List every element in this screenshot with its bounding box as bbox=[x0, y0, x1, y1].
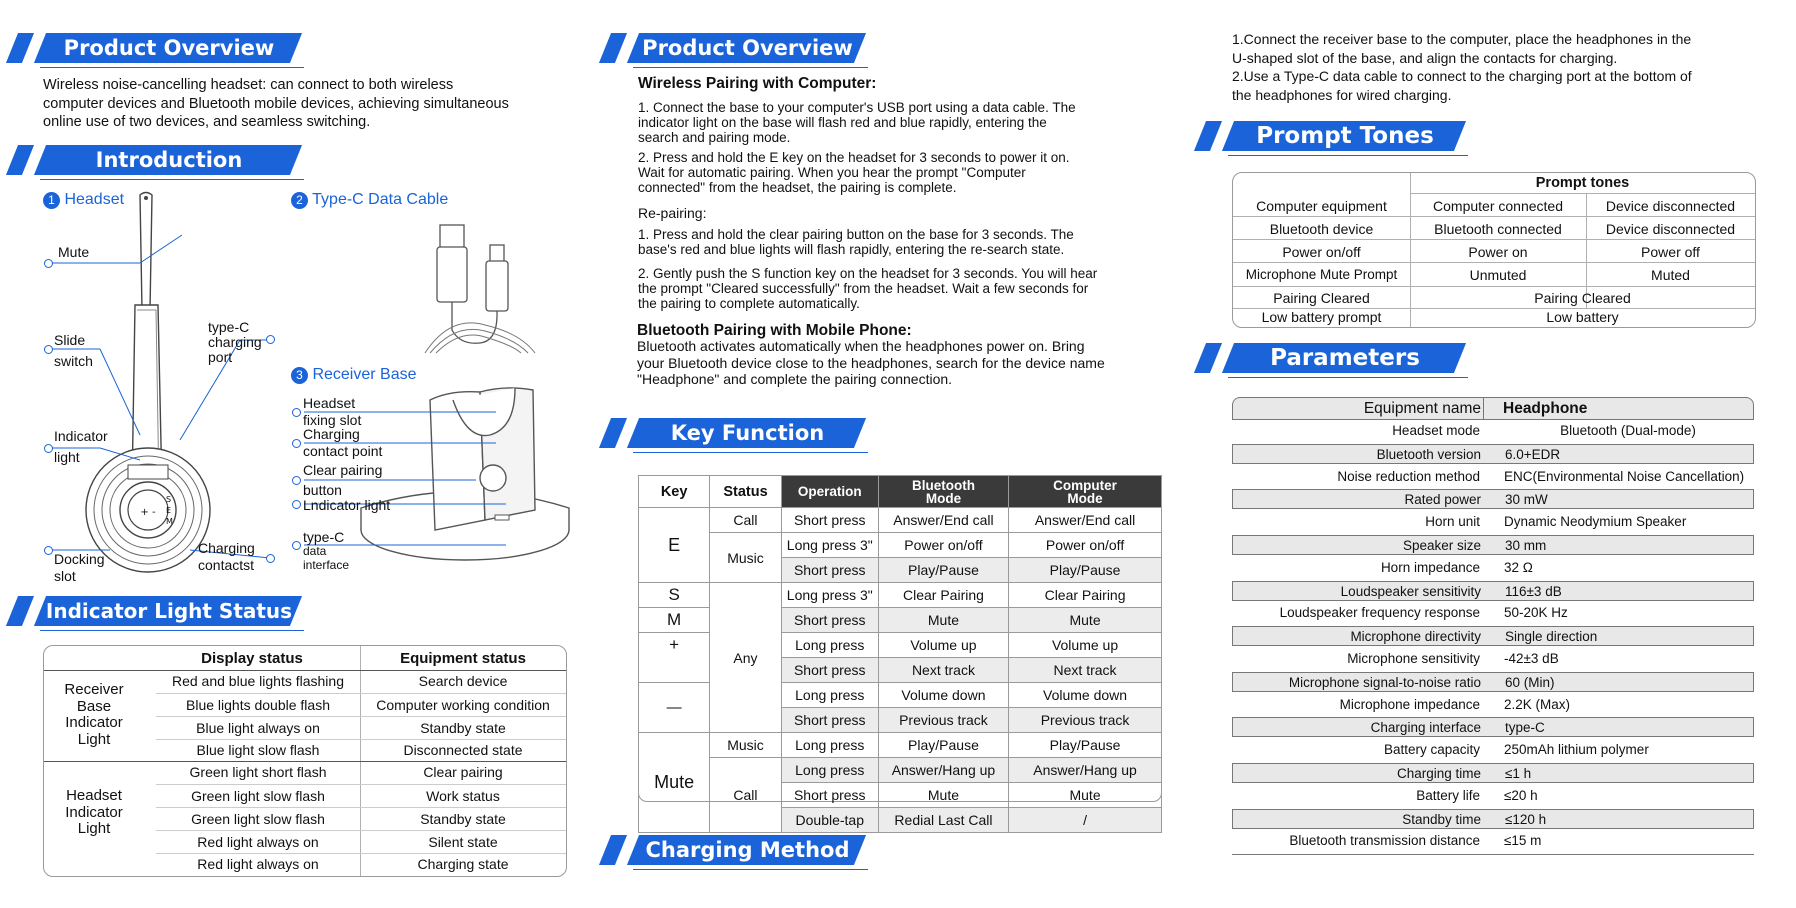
param-value: 60 (Min) bbox=[1505, 674, 1555, 690]
key-cell: + bbox=[639, 633, 710, 683]
table-row bbox=[1232, 467, 1754, 487]
table-row bbox=[1232, 672, 1754, 692]
param-name: Microphone sensitivity bbox=[1347, 651, 1480, 666]
table-row: Red and blue lights flashing Search device bbox=[156, 670, 566, 693]
table-row: Green light short flash Clear pairing bbox=[156, 761, 566, 784]
typec-interface-label: type-C data interface bbox=[303, 529, 350, 572]
param-value: ENC(Environmental Noise Cancellation) bbox=[1504, 468, 1745, 484]
callout-dot bbox=[44, 259, 53, 268]
introduction-banner bbox=[12, 145, 296, 175]
param-value: 30 mW bbox=[1505, 492, 1548, 508]
param-value: 2.2K (Max) bbox=[1504, 696, 1571, 712]
param-value: 30 mm bbox=[1505, 538, 1547, 553]
bluetooth-heading: Bluetooth Pairing with Mobile Phone: bbox=[637, 322, 912, 339]
header-operation: Operation bbox=[781, 476, 878, 508]
table-row: Mute Music Long press Play/Pause Play/Pause bbox=[639, 733, 1162, 758]
charging-contact-label: Charging contactst bbox=[198, 540, 255, 573]
key-cell: — bbox=[639, 683, 710, 733]
indicator-table bbox=[43, 645, 567, 877]
param-value: -42±3 dB bbox=[1504, 651, 1559, 666]
param-value: ≤20 h bbox=[1504, 787, 1538, 803]
svg-text:+ -: + - bbox=[140, 507, 156, 518]
docking-slot-label: Docking slot bbox=[54, 551, 105, 584]
bluetooth-text: Bluetooth activates automatically when the headphones power on. Bring your Bluetooth device close to the headphones, search for the device name "Headphone" and complete the pairing connection. bbox=[637, 338, 1105, 387]
table-row: Short press Mute Mute bbox=[639, 783, 1162, 808]
prompt-header: Prompt tones bbox=[1535, 175, 1630, 191]
key-cell: E bbox=[639, 508, 710, 583]
table-row: M Short press Mute Mute bbox=[639, 608, 1162, 633]
product-overview-banner-2 bbox=[605, 33, 860, 63]
param-name: Loudspeaker sensitivity bbox=[1340, 583, 1481, 599]
prompt-tones-banner bbox=[1200, 121, 1460, 151]
param-name: Rated power bbox=[1404, 492, 1481, 508]
callout-dot bbox=[44, 444, 53, 453]
indicator-light-label: Lndicator light bbox=[303, 497, 391, 513]
table-row bbox=[1232, 581, 1754, 601]
status-cell: Music bbox=[710, 733, 781, 758]
table-row bbox=[1232, 421, 1754, 441]
overview-text: Wireless noise-cancelling headset: can connect to both wireless computer devices and Bluetooth mobile devices, achieving simultaneous online use of two devices, and seamless switching. bbox=[43, 77, 509, 130]
table-row bbox=[1232, 717, 1754, 737]
callout-dot bbox=[266, 554, 275, 563]
table-row bbox=[1232, 444, 1754, 464]
param-name: Microphone directivity bbox=[1350, 629, 1481, 645]
table-row bbox=[1232, 740, 1754, 760]
param-value: ≤15 m bbox=[1504, 833, 1542, 849]
table-row: S Any Long press 3" Clear Pairing Clear Pairing bbox=[639, 583, 1162, 608]
param-name: Microphone signal-to-noise ratio bbox=[1288, 674, 1481, 690]
key-function-table bbox=[638, 475, 1162, 828]
param-name: Horn unit bbox=[1425, 514, 1480, 530]
svg-text:E: E bbox=[166, 506, 172, 515]
repair-step-1: 1. Press and hold the clear pairing button on the base for 3 seconds. The base's red and blue lights will flash rapidly, entering the re-search state. bbox=[638, 227, 1074, 257]
param-value: 116±3 dB bbox=[1505, 583, 1562, 599]
status-cell: Call bbox=[710, 508, 781, 533]
param-name: Charging interface bbox=[1370, 720, 1481, 736]
number-badge: 1 bbox=[43, 192, 60, 209]
indicator-rows bbox=[156, 670, 566, 875]
table-row bbox=[1232, 603, 1754, 623]
table-bottom-rule bbox=[1232, 854, 1754, 855]
table-row: Blue lights double flash Computer working condition bbox=[156, 693, 566, 716]
param-name: Headset mode bbox=[1392, 423, 1480, 438]
header-bluetooth-mode: Bluetooth Mode bbox=[878, 476, 1008, 508]
type-c-cable-illustration bbox=[420, 215, 550, 355]
table-row bbox=[1232, 763, 1754, 783]
param-value: ≤120 h bbox=[1505, 811, 1547, 827]
charging-method-banner bbox=[605, 835, 860, 865]
table-row bbox=[1232, 809, 1754, 829]
table-row bbox=[1232, 512, 1754, 532]
table-row: Blue light slow flash Disconnected state bbox=[196, 742, 523, 759]
mute-label: Mute bbox=[58, 244, 90, 260]
receiver-base-heading: 3 Receiver Base bbox=[291, 366, 417, 384]
typec-port-label: type-C charging port bbox=[208, 319, 262, 365]
group-name: Headset Indicator Light bbox=[65, 787, 123, 837]
cable-heading: 2 Type-C Data Cable bbox=[291, 191, 448, 209]
wireless-heading: Wireless Pairing with Computer: bbox=[638, 75, 877, 92]
param-value: 6.0+EDR bbox=[1505, 446, 1561, 462]
param-name: Noise reduction method bbox=[1337, 468, 1480, 484]
status-cell: Any bbox=[710, 583, 781, 733]
wireless-step-1: 1. Connect the base to your computer's USB port using a data cable. The indicator light on the base will flash red and blue rapidly, entering the search and pairing mode. bbox=[638, 100, 1076, 145]
param-name: Speaker size bbox=[1402, 538, 1481, 553]
param-value: ≤1 h bbox=[1505, 766, 1532, 781]
section-title: Product Overview bbox=[642, 36, 853, 60]
param-value: 250mAh lithium polymer bbox=[1504, 742, 1649, 758]
key-cell: M bbox=[639, 608, 710, 633]
svg-text:M: M bbox=[166, 517, 173, 526]
table-row bbox=[1232, 649, 1754, 669]
param-value: type-C bbox=[1505, 720, 1545, 736]
table-row: Green light slow flash Standby state bbox=[156, 807, 566, 830]
table-row: Short press Next track Next track bbox=[639, 658, 1162, 683]
param-value: 50-20K Hz bbox=[1504, 605, 1568, 621]
col-header: Display status bbox=[201, 650, 303, 667]
param-name: Horn impedance bbox=[1380, 559, 1480, 575]
svg-text:S: S bbox=[166, 495, 172, 504]
header-key: Key bbox=[639, 476, 710, 508]
col-header: Equipment status bbox=[400, 650, 526, 667]
table-row: Double-tap Redial Last Call / bbox=[639, 808, 1162, 833]
section-title: Key Function bbox=[670, 421, 825, 445]
table-row: Red light always on Charging state bbox=[197, 856, 509, 873]
key-cell: Mute bbox=[639, 733, 710, 833]
callout-dot bbox=[44, 345, 53, 354]
table-row bbox=[1232, 535, 1754, 555]
section-title: Indicator Light Status bbox=[45, 599, 293, 623]
table-row bbox=[1232, 558, 1754, 578]
param-value: Bluetooth (Dual-mode) bbox=[1560, 423, 1696, 438]
param-value: Single direction bbox=[1505, 629, 1598, 645]
table-row bbox=[1232, 489, 1754, 509]
headset-leaders bbox=[40, 230, 290, 580]
table-row: Music Long press 3" Power on/off Power on/off bbox=[639, 533, 1162, 558]
table-row: E Call Short press Answer/End call Answer/End call bbox=[639, 508, 1162, 533]
slide-switch-label: Slide switch bbox=[54, 332, 93, 369]
status-cell: Call bbox=[710, 758, 781, 833]
callout-dot bbox=[44, 546, 53, 555]
key-function-banner bbox=[605, 418, 860, 448]
callout-dot bbox=[266, 335, 275, 344]
key-cell: S bbox=[639, 583, 710, 608]
group-name: Receiver Base Indicator Light bbox=[64, 681, 124, 748]
param-name: Bluetooth transmission distance bbox=[1289, 833, 1480, 849]
param-name: Microphone impedance bbox=[1339, 696, 1480, 712]
callout-dot bbox=[292, 439, 301, 448]
wireless-step-2: 2. Press and hold the E key on the headset for 3 seconds to power it on. Wait for automatic pairing. When you hear the prompt "Computer connected" from the headset, the pairing is complete. bbox=[638, 150, 1070, 195]
number-badge: 2 bbox=[291, 192, 308, 209]
number-badge: 3 bbox=[291, 367, 308, 384]
table-row: — Long press Volume down Volume down bbox=[639, 683, 1162, 708]
param-name: Loudspeaker frequency response bbox=[1279, 605, 1480, 621]
param-value: Dynamic Neodymium Speaker bbox=[1504, 514, 1687, 530]
table-row: Short press Previous track Previous track bbox=[639, 708, 1162, 733]
table-row: Green light slow flash Work status bbox=[156, 784, 566, 807]
table-row: Call Long press Answer/Hang up Answer/Hang up bbox=[639, 758, 1162, 783]
param-name: Battery capacity bbox=[1383, 742, 1480, 758]
indicator-light-banner bbox=[12, 596, 296, 626]
param-name: Battery life bbox=[1416, 787, 1480, 803]
indicator-light-label: Indicator light bbox=[54, 428, 108, 465]
section-title: Prompt Tones bbox=[1256, 123, 1434, 149]
table-row bbox=[1232, 831, 1754, 851]
callout-dot bbox=[292, 476, 301, 485]
table-row: Red light always on Silent state bbox=[156, 830, 566, 853]
table-row bbox=[1232, 626, 1754, 646]
charging-method-text: 1.Connect the receiver base to the computer, place the headphones in the U-shaped slot of the base, and align the contacts for charging. 2.Use a Type-C data cable to connect to the charging port at the bottom of the headphones for wired charging. bbox=[1232, 31, 1692, 103]
param-value: 32 Ω bbox=[1504, 559, 1533, 575]
product-overview-banner bbox=[12, 33, 296, 63]
headset-heading: 1 Headset bbox=[43, 191, 124, 209]
param-name: Bluetooth version bbox=[1376, 446, 1481, 462]
header-computer-mode: Computer Mode bbox=[1009, 476, 1162, 508]
table-row bbox=[1232, 695, 1754, 715]
table-row bbox=[1232, 786, 1754, 806]
parameters-header: Equipment name Headphone bbox=[1232, 397, 1754, 420]
charging-contact-point-label: Charging contact point bbox=[303, 426, 383, 459]
section-title: Introduction bbox=[95, 148, 243, 172]
section-title: Charging Method bbox=[645, 838, 850, 862]
header-status: Status bbox=[710, 476, 781, 508]
table-row: Short press Play/Pause Play/Pause bbox=[639, 558, 1162, 583]
repair-step-2: 2. Gently push the S function key on the headset for 3 seconds. You will hear the prompt "Cleared successfully" from the headset. Wait a few seconds for the pairing to complete automatically. bbox=[638, 266, 1098, 311]
section-title: Parameters bbox=[1270, 345, 1420, 371]
callout-dot bbox=[292, 500, 301, 509]
repairing-heading: Re-pairing: bbox=[638, 205, 707, 221]
callout-dot bbox=[292, 408, 301, 417]
section-title: Product Overview bbox=[63, 36, 275, 60]
table-row: Blue light always on Standby state bbox=[156, 716, 566, 739]
param-name: Charging time bbox=[1396, 766, 1481, 781]
status-cell: Music bbox=[710, 533, 781, 583]
headset-fixing-slot-label: Headset fixing slot bbox=[303, 395, 362, 428]
param-name: Standby time bbox=[1402, 811, 1481, 827]
callout-dot bbox=[292, 541, 301, 550]
clear-pairing-button-label: Clear pairing button bbox=[303, 462, 383, 498]
prompt-tones-table: Prompt tones Computer equipment Computer connected Device disconnected Bluetooth device Bluetooth connected Device disconnected Power on/off Power on Power off Microphone Mute Prompt Unmuted Muted Pairing Cleared Pairing Cleared Low battery prompt Low battery bbox=[1232, 172, 1756, 328]
parameters-banner bbox=[1200, 343, 1460, 373]
table-row: + Long press Volume up Volume up bbox=[639, 633, 1162, 658]
